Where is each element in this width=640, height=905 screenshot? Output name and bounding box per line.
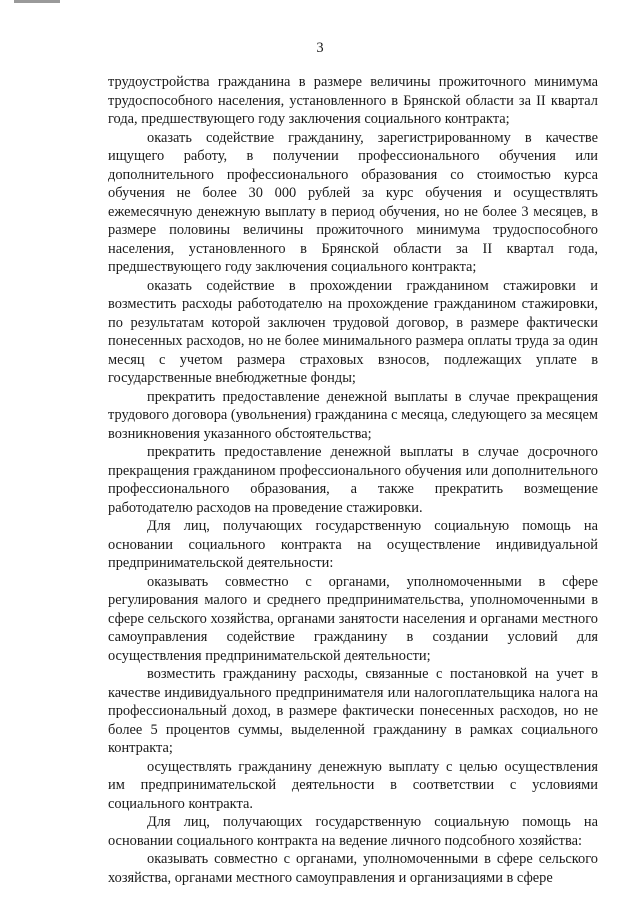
paragraph-entrepreneurship-payment: осуществлять гражданину денежную выплату с целью осуществления им предпринимательской деятельности в соответствии с условиями социального контракта. — [108, 758, 598, 812]
paragraph-entrepreneurship-support: оказывать совместно с органами, уполномоченными в сфере регулирования малого и среднего предпринимательства, уполномоченными в сфере сельского хозяйства, органами занятости населения и органами местного самоуправления содействие гражданину в создании условий для осуществления предпринимательской деятельности; — [108, 573, 598, 664]
paragraph-internship-assistance: оказать содействие в прохождении гражданином стажировки и возместить расходы работодателю на прохождение гражданином стажировки, по результатам которой заключен трудовой договор, в размере фактически понесенных расходов, но не более минимального размера оплаты труда за один месяц с учетом размера страховых взносов, подлежащих уплате в государственные внебюджетные фонды; — [108, 277, 598, 386]
paragraph-training-assistance: оказать содействие гражданину, зарегистрированному в качестве ищущего работу, в получении профессионального обучения или дополнительного профессионального образования со стоимостью курса обучения не более 30 000 рублей за курс обучения и осуществлять ежемесячную денежную выплату в период обучения, но не более 3 месяцев, в размере половины величины прожиточного минимума трудоспособного населения, установленного в Брянской области за II квартал года, предшествующего году заключения социального контракта; — [108, 129, 598, 275]
paragraph-entrepreneurship-heading: Для лиц, получающих государственную социальную помощь на основании социального контракта на осуществление индивидуальной предпринимательской деятельности: — [108, 518, 598, 571]
paragraph-household-support: оказывать совместно с органами, уполномоченными в сфере сельского хозяйства, органами местного самоуправления и организациями в сфере — [108, 851, 598, 886]
paragraph-household-heading: Для лиц, получающих государственную социальную помощь на основании социального контракта на ведение личного подсобного хозяйства: — [108, 814, 598, 849]
paragraph-stop-payment-training: прекратить предоставление денежной выплаты в случае досрочного прекращения гражданином профессионального обучения или дополнительного профессионального образования, а также прекратить возмещение работодателю расходов на проведение стажировки. — [108, 444, 598, 516]
document-body — [108, 73, 598, 887]
paragraph-stop-payment-dismissal: прекратить предоставление денежной выплаты в случае прекращения трудового договора (увольнения) гражданина с месяца, следующего за месяцем возникновения указанного обстоятельства; — [108, 388, 598, 442]
paragraph-registration-reimbursement: возместить гражданину расходы, связанные с постановкой на учет в качестве индивидуального предпринимателя или налогоплательщика налога на профессиональный доход, в размере фактически понесенных расходов, но не более 5 процентов суммы, выделенной гражданину в рамках социального контракта; — [108, 666, 598, 756]
scan-artifact-mark — [14, 0, 60, 3]
page-number: 3 — [316, 40, 324, 56]
paragraph-continuation: трудоустройства гражданина в размере величины прожиточного минимума трудоспособного населения, установленного в Брянской области за II квартал года, предшествующего году заключения социального контракта; — [108, 74, 598, 127]
